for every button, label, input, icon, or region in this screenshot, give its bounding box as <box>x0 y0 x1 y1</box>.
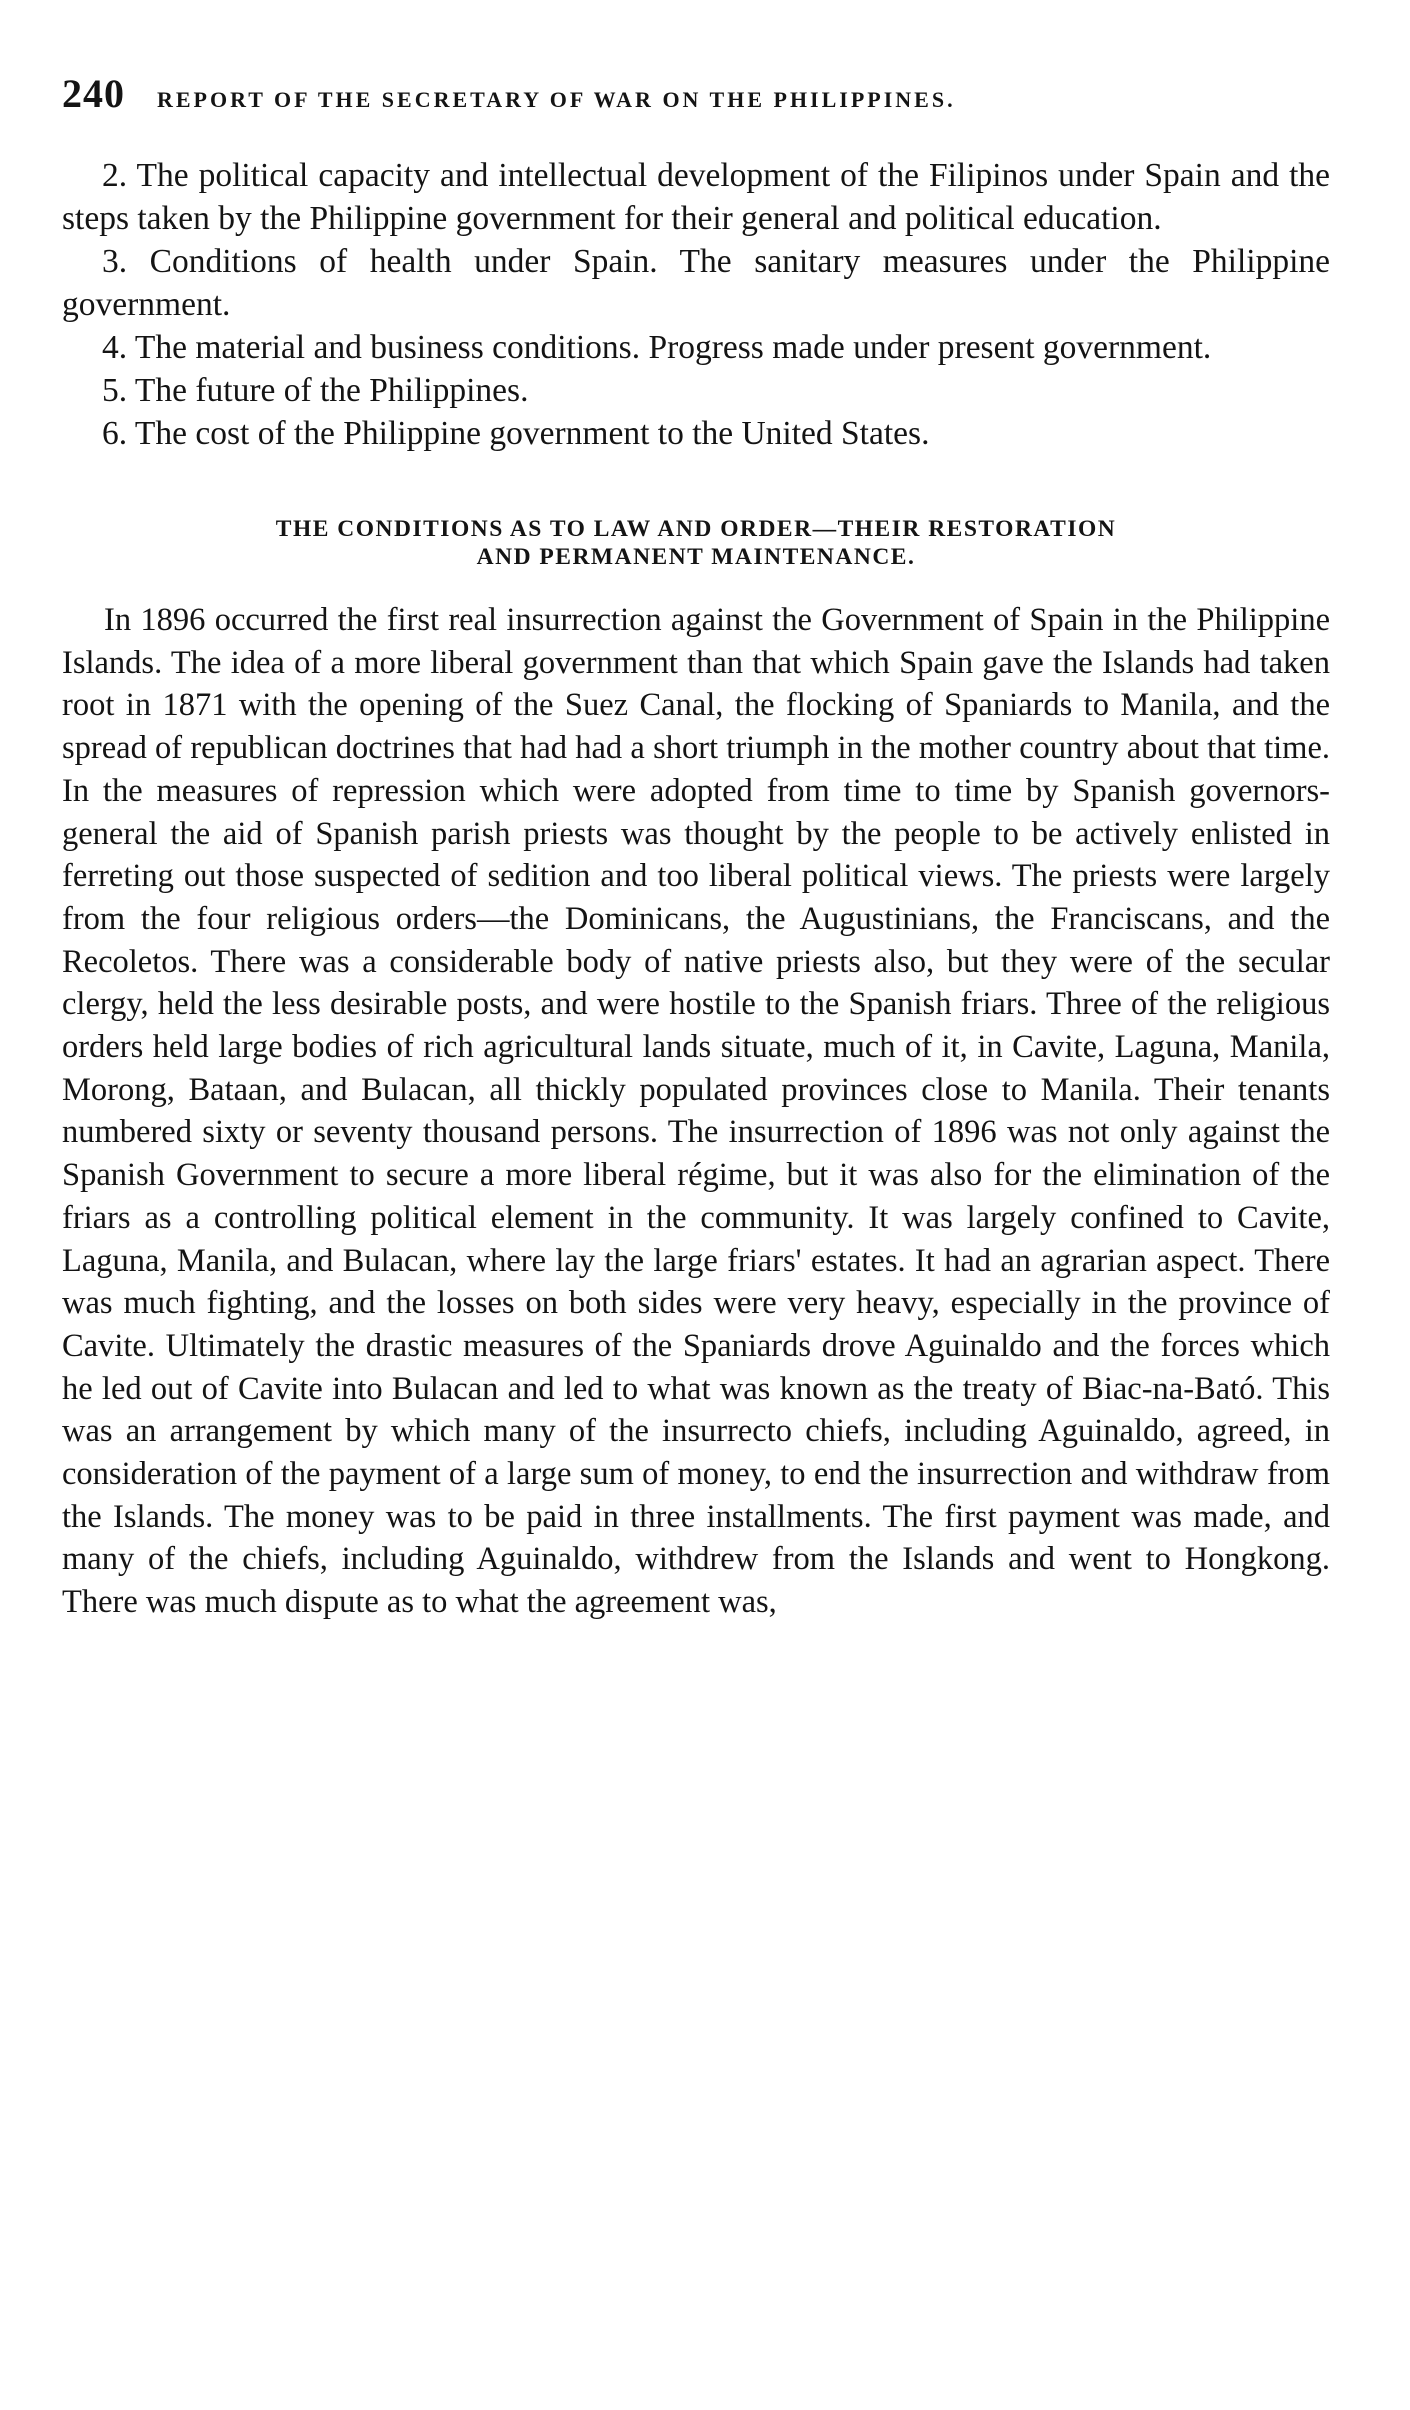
body-paragraph: In 1896 occurred the first real insurrection against the Government of Spain in the Philippine Islands. The idea of a more liberal government than that which Spain gave the Islands had taken root in 1871 with the opening of the Suez Canal, the flocking of Spaniards to Manila, and the spread of republican doctrines that had had a short triumph in the mother country about that time. In the measures of repression which were adopted from time to time by Spanish governors-general the aid of Spanish parish priests was thought by the people to be actively enlisted in ferreting out those suspected of sedition and too liberal political views. The priests were largely from the four religious orders—the Dominicans, the Augustinians, the Franciscans, and the Recoletos. There was a considerable body of native priests also, but they were of the secular clergy, held the less desirable posts, and were hostile to the Spanish friars. Three of the religious orders held large bodies of rich agricultural lands situate, much of it, in Cavite, Laguna, Manila, Morong, Bataan, and Bulacan, all thickly populated provinces close to Manila. Their tenants numbered sixty or seventy thousand persons. The insurrection of 1896 was not only against the Spanish Government to secure a more liberal régime, but it was also for the elimination of the friars as a controlling political element in the community. It was largely confined to Cavite, Laguna, Manila, and Bulacan, where lay the large friars' estates. It had an agrarian aspect. There was much fighting, and the losses on both sides were very heavy, especially in the province of Cavite. Ultimately the drastic measures of the Spaniards drove Aguinaldo and the forces which he led out of Cavite into Bulacan and led to what was known as the treaty of Biac-na-Bató. This was an arrangement by which many of the insurrecto chiefs, including Aguinaldo, agreed, in consideration of the payment of a large sum of money, to end the insurrection and withdraw from the Islands. The money was to be paid in three installments. The first payment was made, and many of the chiefs, including Aguinaldo, withdrew from the Islands and went to Hongkong. There was much dispute as to what the agreement was, <box>62 602 1330 1621</box>
running-title: REPORT OF THE SECRETARY OF WAR ON THE PHILIPPINES. <box>157 87 956 112</box>
section-heading-line-1: THE CONDITIONS AS TO LAW AND ORDER—THEIR RESTORATION <box>275 516 1117 542</box>
list-item: 4. The material and business conditions. Progress made under present government. <box>102 329 1212 366</box>
list-item: 3. Conditions of health under Spain. The sanitary measures under the Philippine government. <box>62 243 1330 323</box>
list-item: 6. The cost of the Philippine government to the United States. <box>102 415 930 452</box>
list-item: 5. The future of the Philippines. <box>102 372 529 409</box>
running-header <box>62 70 1330 130</box>
section-heading <box>62 515 1330 571</box>
section-heading-line-2: AND PERMANENT MAINTENANCE. <box>476 544 916 570</box>
topic-list <box>62 154 1330 455</box>
page-number: 240 <box>62 71 125 116</box>
list-item: 2. The political capacity and intellectual development of the Filipinos under Spain and the steps taken by the Philippine government for their general and political education. <box>62 157 1330 237</box>
